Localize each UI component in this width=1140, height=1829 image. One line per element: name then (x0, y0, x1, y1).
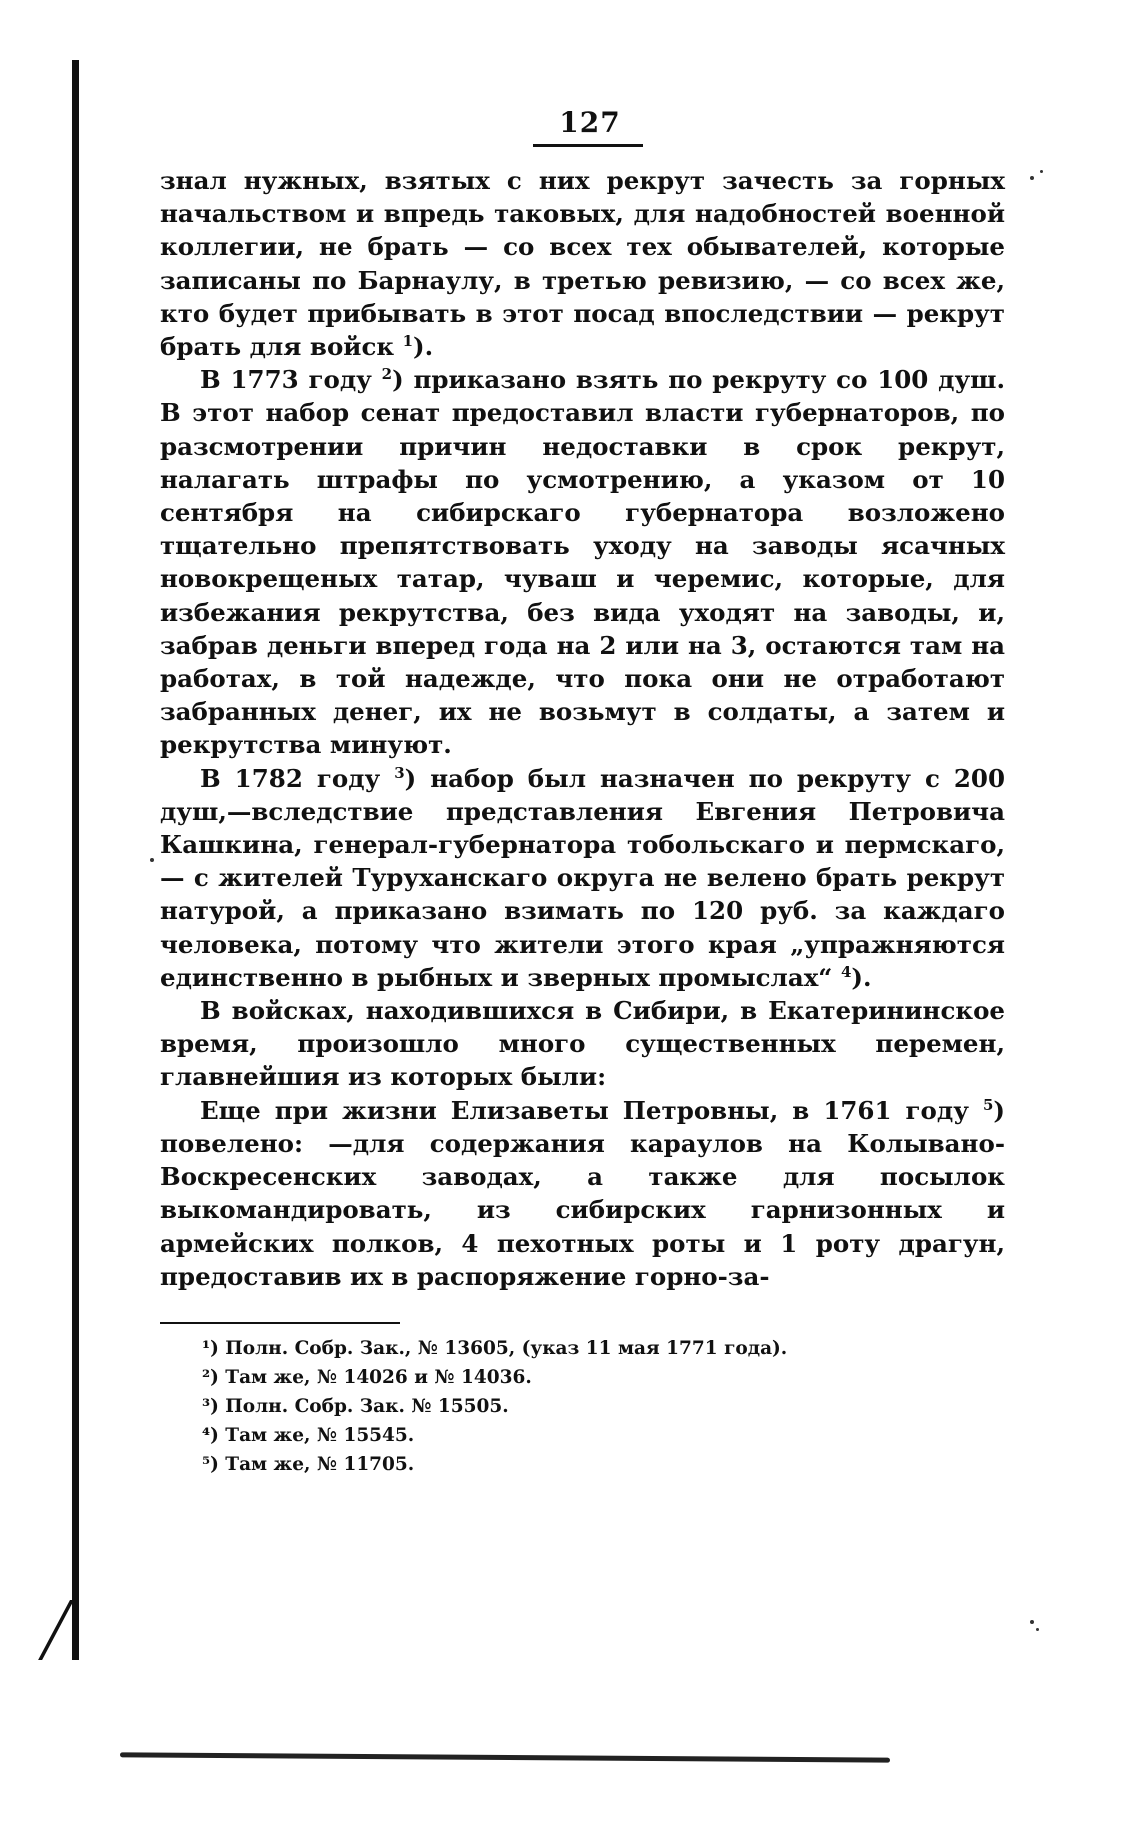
paragraph-5-text: ) повелено: —для содержания караулов на Колывано-Воскресенских заводах, а также для посылок выкомандировать, из сибирских гарнизонных и армейских полков, 4 пехотных роты и 1 роту драгун, предоставив их в распоряжение горно-за- (160, 1095, 1005, 1291)
paragraph-2-text: ) приказано взять по рекруту со 100 душ. В этот набор сенат предоставил власти губернаторов, по разсмотрении причин недоставки в срок рекрут, налагать штрафы по усмотрению, а указом от 10 сентября на сибирскаго губернатора возложено тщательно препятствовать уходу на заводы ясачных новокрещеных татар, чуваш и черемис, которые, для избежания рекрутства, без вида уходят на заводы, и, забрав деньги вперед года на 2 или на 3, остаются там на работах, в той надежде, что пока они не отработают забранных денег, их не возьмут в солдаты, а затем и рекрутства минуют. (160, 365, 1006, 760)
paragraph-3-start: В 1782 году (200, 763, 381, 793)
page-number-rule (533, 144, 643, 147)
scan-speck (1040, 170, 1043, 173)
footnote-ref-3: 3 (394, 763, 405, 782)
footnote-ref-5: 5 (982, 1095, 994, 1114)
footnote-ref-2: 2 (381, 365, 393, 384)
footnote-ref-1: 1 (402, 331, 414, 350)
footnote-1: ¹) Полн. Собр. Зак., № 13605, (указ 11 мая 1771 года). (202, 1338, 788, 1359)
paragraph-4-text: В войсках, находившихся в Сибири, в Екатерининское время, произошло много существенных перемен, главнейшия из которых были: (160, 996, 1005, 1092)
binding-edge-tail (38, 1600, 74, 1660)
paragraph-1-end: ). (413, 332, 434, 362)
scan-speck (1030, 176, 1034, 180)
paragraph-3-text: ) набор был назначен по рекруту с 200 душ,—вследствие представления Евгения Петровича Кашкина, генерал-губернатора тобольскаго и пермскаго, — с жителей Туруханскаго округа не велено брать рекрут натурой, а приказано взимать по 120 руб. за каждаго человека, потому что жители этого края „упражняются единственно в рыбных и зверных промыслах“ (160, 763, 1005, 992)
paragraph-1-text: знал нужных, взятых с них рекрут зачесть за горных начальством и впредь таковых, для надобностей военной коллегии, не брать — со всех тех обывателей, которые записаны по Барнаулу, в третью ревизию, — со всех же, кто будет прибывать в этот посад впоследствии — рекрут брать для войск (160, 166, 1005, 362)
main-text (160, 164, 1005, 1293)
footnotes (202, 1334, 902, 1479)
footnote-ref-4: 4 (840, 962, 852, 981)
binding-edge (72, 60, 79, 1660)
paragraph-5-start: Еще при жизни Елизаветы Петровны, в 1761 году (200, 1095, 969, 1125)
paragraph-4 (160, 994, 1005, 1094)
paragraph-1 (160, 164, 1005, 363)
paragraph-2-start: В 1773 году (200, 365, 372, 395)
bottom-scan-line (120, 1752, 890, 1762)
footnote-3: ³) Полн. Собр. Зак. № 15505. (202, 1396, 509, 1417)
scan-speck (150, 858, 154, 862)
scan-speck (1036, 1628, 1039, 1631)
paragraph-5 (160, 1094, 1005, 1293)
footnote-rule (160, 1322, 400, 1324)
paragraph-2 (160, 363, 1005, 761)
footnote-5: ⁵) Там же, № 11705. (202, 1454, 415, 1475)
paragraph-3-end: ). (851, 962, 872, 992)
scan-speck (1030, 1620, 1034, 1624)
page-number: 127 (559, 106, 621, 139)
paragraph-3 (160, 762, 1005, 994)
footnote-4: ⁴) Там же, № 15545. (202, 1425, 415, 1446)
footnote-2: ²) Там же, № 14026 и № 14036. (202, 1367, 532, 1388)
